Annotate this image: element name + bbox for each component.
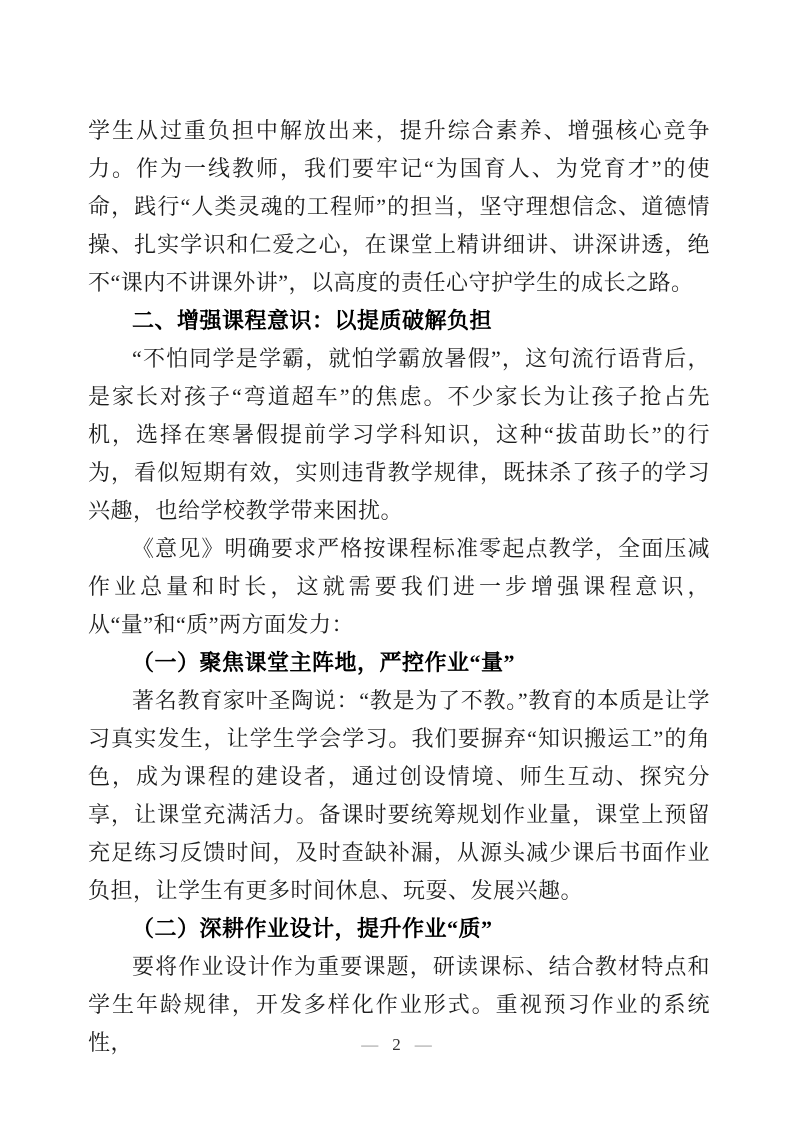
paragraph: “不怕同学是学霸，就怕学霸放暑假”，这句流行语背后，是家长对孩子“弯道超车”的焦虑。不少家长为让孩子抢占先机，选择在寒暑假提前学习学科知识，这种“拔苗助长”的行为，看似短期有效，实则违背教学规律，既抹杀了孩子的学习兴趣，也给学校教学带来困扰。 — [88, 346, 710, 523]
paragraph-continuation: 学生从过重负担中解放出来，提升综合素养、增强核心竞争力。作为一线教师，我们要牢记“为国育人、为党育才”的使命，践行“人类灵魂的工程师”的担当，坚守理想信念、道德情操、扎实学识和仁爱之心，在课堂上精讲细讲、讲深讲透，绝不“课内不讲课外讲”，以高度的责任心守护学生的成长之路。 — [88, 118, 710, 295]
subsection-heading-1: （一）聚焦课堂主阵地，严控作业“量” — [132, 650, 516, 675]
footer-dash-left: — — [361, 1035, 379, 1054]
paragraph: 《意见》明确要求严格按课程标准零起点教学，全面压减作业总量和时长，这就需要我们进一步增强课程意识，从“量”和“质”两方面发力： — [88, 536, 710, 637]
section-heading-2: 二、增强课程意识：以提质破解负担 — [132, 308, 493, 333]
page-number: 2 — [392, 1035, 401, 1054]
subsection-heading-2: （二）深耕作业设计，提升作业“质” — [132, 916, 493, 941]
document-body — [88, 112, 710, 1062]
footer-dash-right: — — [414, 1035, 432, 1054]
paragraph: 著名教育家叶圣陶说：“教是为了不教。”教育的本质是让学习真实发生，让学生学会学习。我们要摒弃“知识搬运工”的角色，成为课程的建设者，通过创设情境、师生互动、探究分享，让课堂充满活力。备课时要统筹规划作业量，课堂上预留充足练习反馈时间，及时查缺补漏，从源头减少课后书面作业负担，让学生有更多时间休息、玩耍、发展兴趣。 — [88, 688, 710, 903]
page-footer — [0, 1030, 793, 1060]
paragraph: 要将作业设计作为重要课题，研读课标、结合教材特点和学生年龄规律，开发多样化作业形式。重视预习作业的系统性， — [88, 954, 710, 1055]
